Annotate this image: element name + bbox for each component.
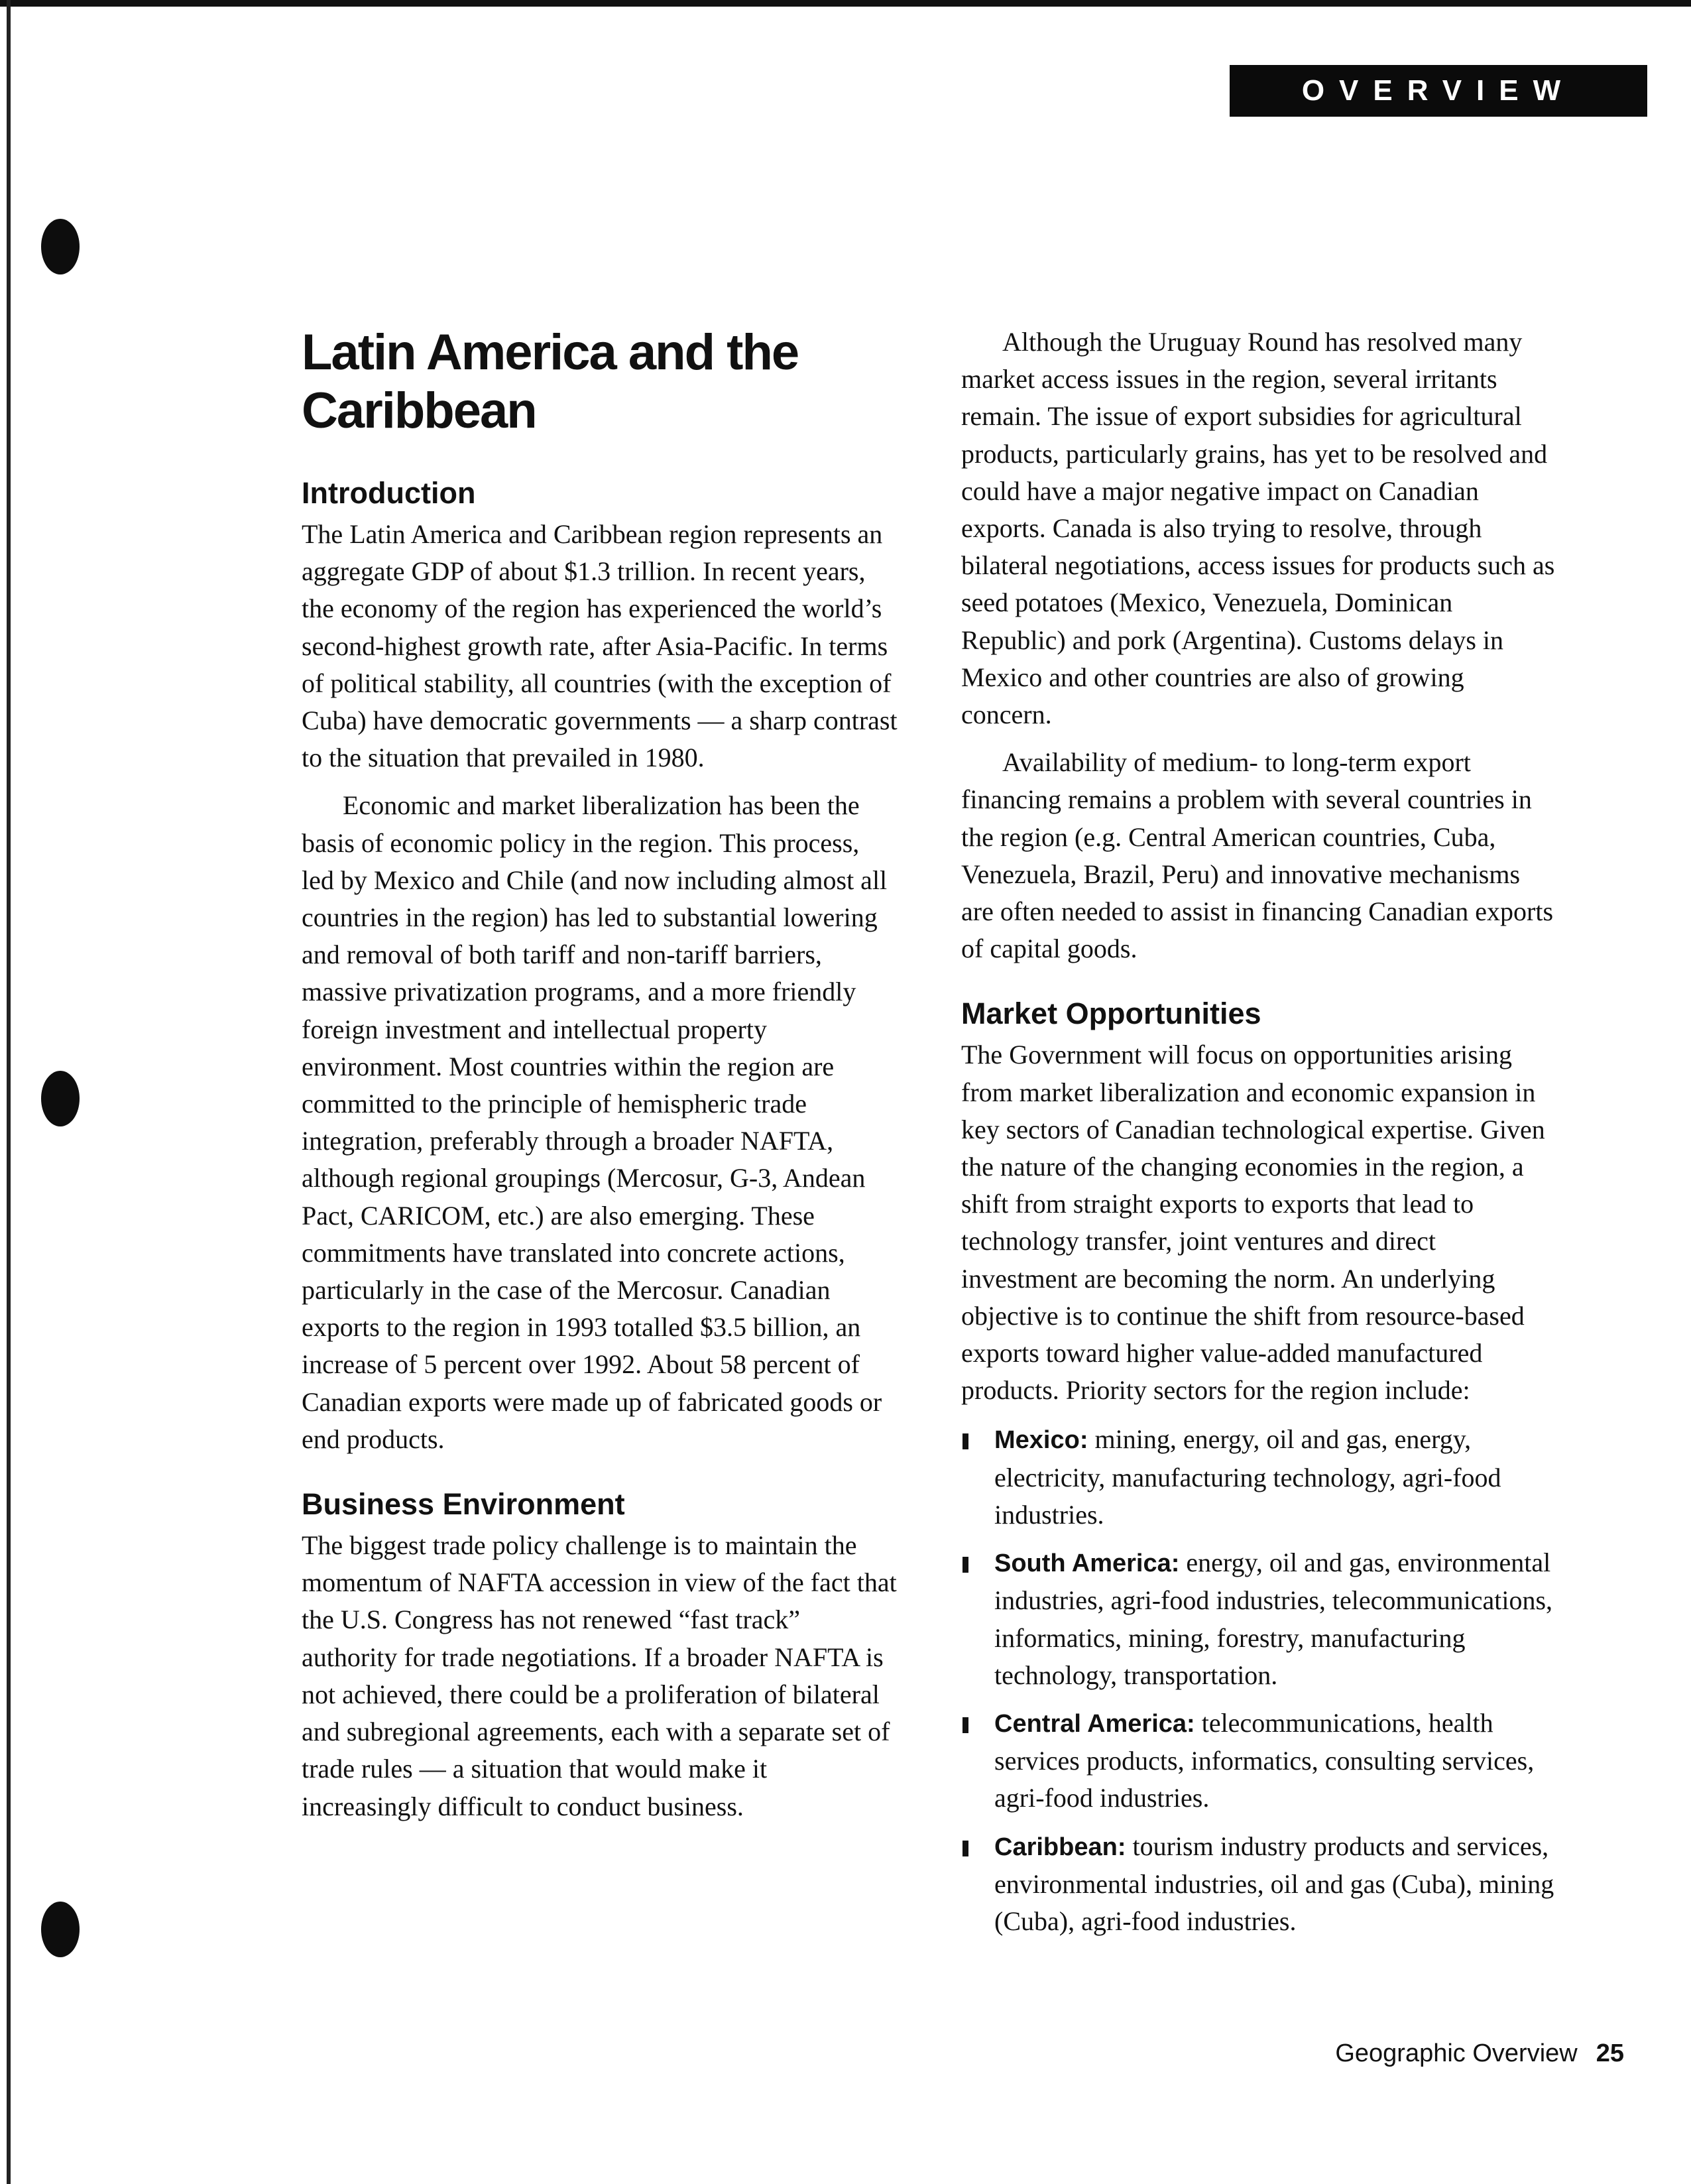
business-environment-paragraph: The biggest trade policy challenge is to maintain the momentum of NAFTA accession in view of the fact that the U.S. Congress has not renewed “fast track” authority for trade negotiations. If a broader NAFTA is not achieved, there could be a proliferation of bilateral and subregional agreements, each with a separate set of trade rules — a situation that would make it increasingly difficult to conduct business. xyxy=(302,1530,897,1821)
list-item xyxy=(961,1544,1558,1694)
binder-hole-middle xyxy=(41,1071,80,1126)
bullet-icon xyxy=(962,1557,968,1573)
region-label: Central America: xyxy=(994,1709,1195,1738)
bullet-icon xyxy=(962,1841,968,1856)
footer-section-title: Geographic Overview xyxy=(1335,2039,1578,2067)
region-label: Mexico: xyxy=(994,1426,1088,1455)
region-sectors: energy, oil and gas, environmental industries, agri-food industries, telecommunications, informatics, mining, forestry, manufacturing technology, transportation. xyxy=(994,1547,1553,1690)
priority-sectors-list xyxy=(961,1421,1558,1940)
page-title: Latin America and the Caribbean xyxy=(302,324,799,439)
market-opportunities-heading: Market Opportunities xyxy=(961,997,1261,1031)
export-financing-paragraph: Availability of medium- to long-term export financing remains a problem with several countries in the region (e.g. Central American countries, Cuba, Venezuela, Brazil, Peru) and innovative mechanisms are often needed to assist in financing Canadian exports of capital goods. xyxy=(961,747,1554,964)
list-item xyxy=(961,1421,1558,1534)
right-column xyxy=(961,324,1558,1951)
left-column xyxy=(302,324,898,1836)
introduction-paragraph-1: The Latin America and Caribbean region represents an aggregate GDP of about $1.3 trillion. In recent years, the economy of the region has experienced the world’s second-highest growth rate, after Asia-Pacific. In terms of political stability, all countries (with the exception of Cuba) have democratic governments — a sharp contrast to the situation that prevailed in 1980. xyxy=(302,519,898,773)
market-access-paragraph: Although the Uruguay Round has resolved many market access issues in the region, several irritants remain. The issue of export subsidies for agricultural products, particularly grains, has yet to be resolved and could have a major negative impact on Canadian exports. Canada is also trying to resolve, through bilateral negotiations, access issues for products such as seed potatoes (Mexico, Venezuela, Dominican Republic) and pork (Argentina). Customs delays in Mexico and other countries are also of growing concern. xyxy=(961,327,1555,730)
bullet-icon xyxy=(962,1717,968,1733)
region-sectors: telecommunications, health services products, informatics, consulting services, agri-food industries. xyxy=(994,1707,1535,1813)
market-opportunities-paragraph: The Government will focus on opportunities arising from market liberalization and economic expansion in key sectors of Canadian technological expertise. Given the nature of the changing economies in the region, a shift from straight exports to exports that lead to technology transfer, joint ventures and direct investment are becoming the norm. An underlying objective is to continue the shift from resource-based exports toward higher value-added manufactured products. Priority sectors for the region include: xyxy=(961,1040,1545,1406)
page-footer xyxy=(1299,2037,1624,2070)
scan-border-top xyxy=(0,0,1691,7)
list-item xyxy=(961,1705,1558,1817)
region-label: South America: xyxy=(994,1549,1180,1578)
region-sectors: tourism industry products and services, environmental industries, oil and gas (Cuba), mining (Cuba), agri-food industries. xyxy=(994,1831,1554,1936)
introduction-paragraph-2: Economic and market liberalization has been the basis of economic policy in the region. This process, led by Mexico and Chile (and now including almost all countries in the region) has led to substantial lowering and removal of both tariff and non-tariff barriers, massive privatization programs, and a more friendly foreign investment and intellectual property environment. Most countries within the region are committed to the principle of hemispheric trade integration, preferably through a broader NAFTA, although regional groupings (Mercosur, G-3, Andean Pact, CARICOM, etc.) are also emerging. These commitments have translated into concrete actions, particularly in the case of the Mercosur. Canadian exports to the region in 1993 totalled $3.5 billion, an increase of 5 percent over 1992. About 58 percent of Canadian exports were made up of fabricated goods or end products. xyxy=(302,790,888,1454)
scan-border-left xyxy=(7,0,11,2184)
bullet-icon xyxy=(962,1433,968,1449)
binder-hole-top xyxy=(41,219,80,274)
region-sectors: mining, energy, oil and gas, energy, electricity, manufacturing technology, agri-food industries. xyxy=(994,1424,1501,1530)
introduction-heading: Introduction xyxy=(302,476,476,510)
list-item xyxy=(961,1828,1558,1941)
binder-hole-bottom xyxy=(41,1902,80,1957)
region-label: Caribbean: xyxy=(994,1833,1126,1861)
section-label: OVERVIEW xyxy=(1230,65,1647,117)
business-environment-heading: Business Environment xyxy=(302,1487,625,1522)
page-number: 25 xyxy=(1596,2039,1624,2067)
